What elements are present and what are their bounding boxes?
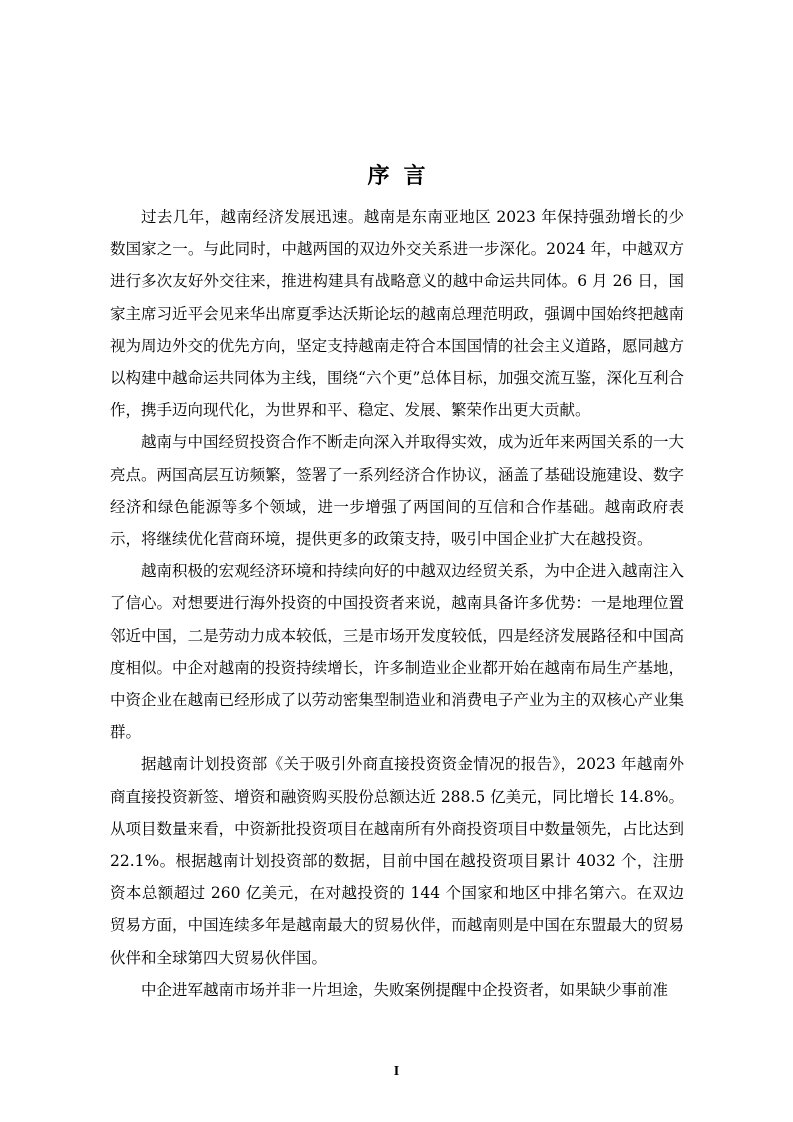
paragraph-3: 越南积极的宏观经济环境和持续向好的中越双边经贸关系，为中企进入越南注入了信心。对想要进行海外投资的中国投资者来说，越南具备许多优势：一是地理位置邻近中国，二是劳动力成本较低，三是市场开发度较低，四是经济发展路径和中国高度相似。中企对越南的投资持续增长，许多制造业企业都开始在越南布局生产基地，中资企业在越南已经形成了以劳动密集型制造业和消费电子产业为主的双核心产业集群。 <box>110 562 684 742</box>
body-text <box>110 201 684 1006</box>
paragraph-1: 过去几年，越南经济发展迅速。越南是东南亚地区 2023 年保持强劲增长的少数国家之一。与此同时，中越两国的双边外交关系进一步深化。2024 年，中越双方进行多次友好外交往来，推进构建具有战略意义的越中命运共同体。6 月 26 日，国家主席习近平会见来华出席夏季达沃斯论坛的越南总理范明政，强调中国始终把越南视为周边外交的优先方向，坚定支持越南走符合本国国情的社会主义道路，愿同越方以构建中越命运共同体为主线，围绕“六个更”总体目标，加强交流互鉴，深化互利合作，携手迈向现代化，为世界和平、稳定、发展、繁荣作出更大贡献。 <box>110 208 684 420</box>
paragraph-2: 越南与中国经贸投资合作不断走向深入并取得实效，成为近年来两国关系的一大亮点。两国高层互访频繁，签署了一系列经济合作协议，涵盖了基础设施建设、数字经济和绿色能源等多个领域，进一步增强了两国间的互信和合作基础。越南政府表示，将继续优化营商环境，提供更多的政策支持，吸引中国企业扩大在越投资。 <box>110 433 684 549</box>
page-number: I <box>393 1064 400 1079</box>
page-title: 序言 <box>367 163 440 189</box>
paragraph-5: 中企进军越南市场并非一片坦途，失败案例提醒中企投资者，如果缺少事前准 <box>141 980 669 999</box>
paragraph-4: 据越南计划投资部《关于吸引外商直接投资资金情况的报告》，2023 年越南外商直接投资新签、增资和融资购买股份总额达近 288.5 亿美元，同比增长 14.8%。从项目数量来看，中资新批投资项目在越南所有外商投资项目中数量领先，占比达到 22.1%。根据越南计划投资部的数据，目前中国在越投资项目累计 4032 个，注册资本总额超过 260 亿美元，在对越投资的 144 个国家和地区中排名第六。在双边贸易方面，中国连续多年是越南最大的贸易伙伴，而越南则是中国在东盟最大的贸易伙伴和全球第四大贸易伙伴国。 <box>110 755 684 967</box>
